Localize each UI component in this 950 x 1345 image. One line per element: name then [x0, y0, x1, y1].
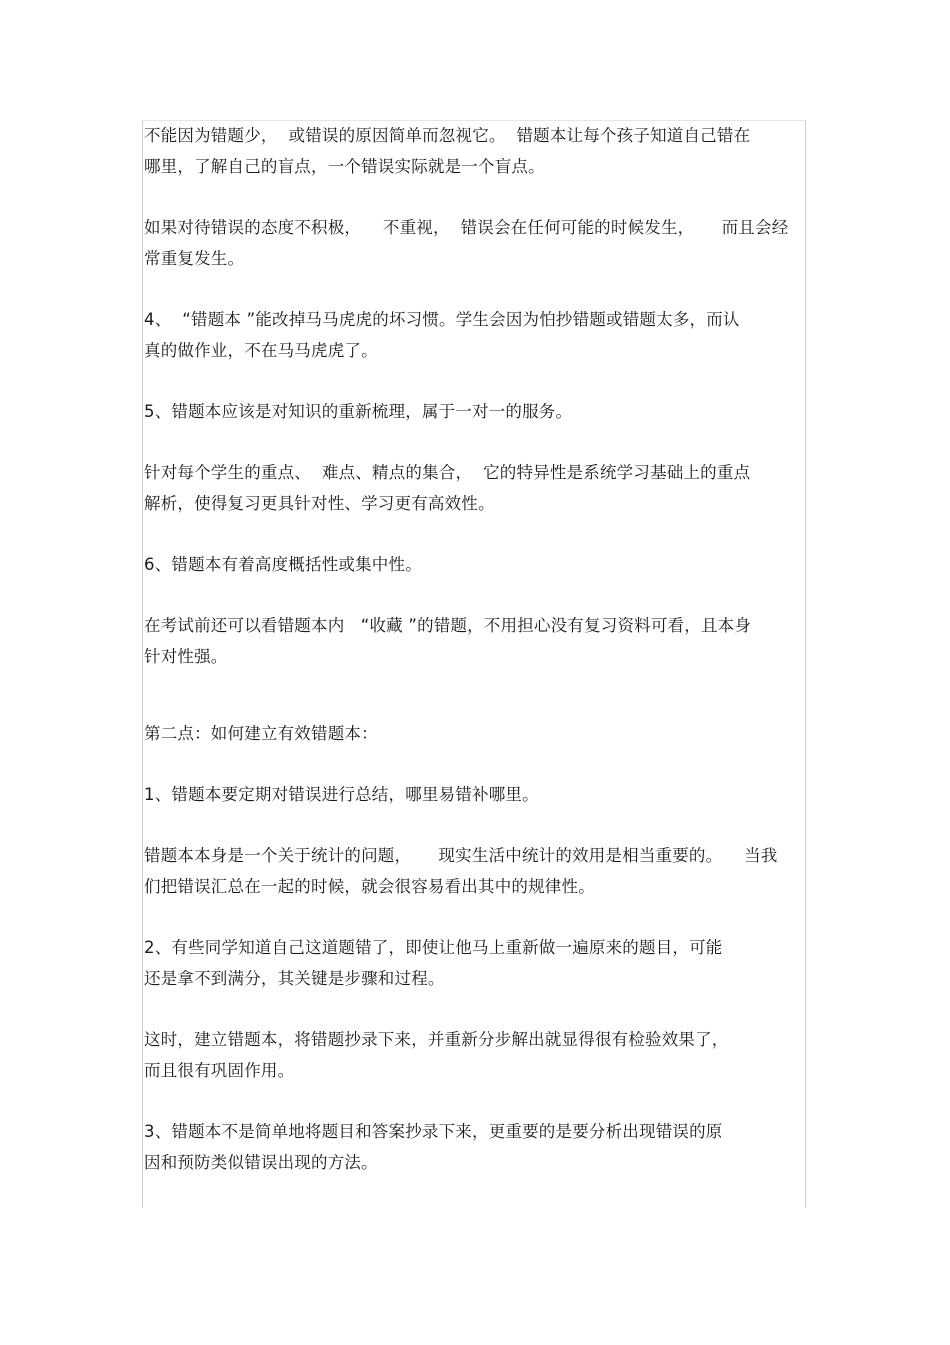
paragraph-12: 3、错题本不是简单地将题目和答案抄录下来，更重要的是要分析出现错误的原 因和预防类似错误出现的方法。 [144, 1122, 723, 1172]
document-body [144, 120, 808, 1178]
paragraph-2: 如果对待错误的态度不积极， 不重视， 错误会在任何可能的时候发生， 而且会经 常重复发生。 [144, 218, 789, 268]
paragraph-4: 5、错题本应该是对知识的重新梳理，属于一对一的服务。 [144, 402, 573, 421]
paragraph-11: 这时，建立错题本，将错题抄录下来，并重新分步解出就显得很有检验效果了， 而且很有巩固作用。 [144, 1030, 729, 1080]
paragraph-7: 在考试前还可以看错题本内 “收藏 ”的错题，不用担心没有复习资料可看，且本身 针对性强。 [144, 616, 752, 666]
paragraph-6: 6、错题本有着高度概括性或集中性。 [144, 555, 422, 574]
section-heading: 第二点：如何建立有效错题本： [144, 724, 378, 743]
paragraph-8: 1、错题本要定期对错误进行总结，哪里易错补哪里。 [144, 785, 539, 804]
paragraph-3: 4、 “错题本 ”能改掉马马虎虎的坏习惯。学生会因为怕抄错题或错题太多，而认 真的做作业，不在马马虎虎了。 [144, 310, 740, 360]
paragraph-1: 不能因为错题少， 或错误的原因简单而忽视它。 错题本让每个孩子知道自己错在 哪里，了解自己的盲点，一个错误实际就是一个盲点。 [144, 126, 751, 176]
paragraph-9: 错题本本身是一个关于统计的问题， 现实生活中统计的效用是相当重要的。 当我 们把错误汇总在一起的时候，就会很容易看出其中的规律性。 [144, 846, 778, 896]
paragraph-5: 针对每个学生的重点、 难点、精点的集合， 它的特异性是系统学习基础上的重点 解析，使得复习更具针对性、学习更有高效性。 [144, 463, 751, 513]
paragraph-10: 2、有些同学知道自己这道题错了，即使让他马上重新做一遍原来的题目，可能 还是拿不到满分，其关键是步骤和过程。 [144, 938, 723, 988]
